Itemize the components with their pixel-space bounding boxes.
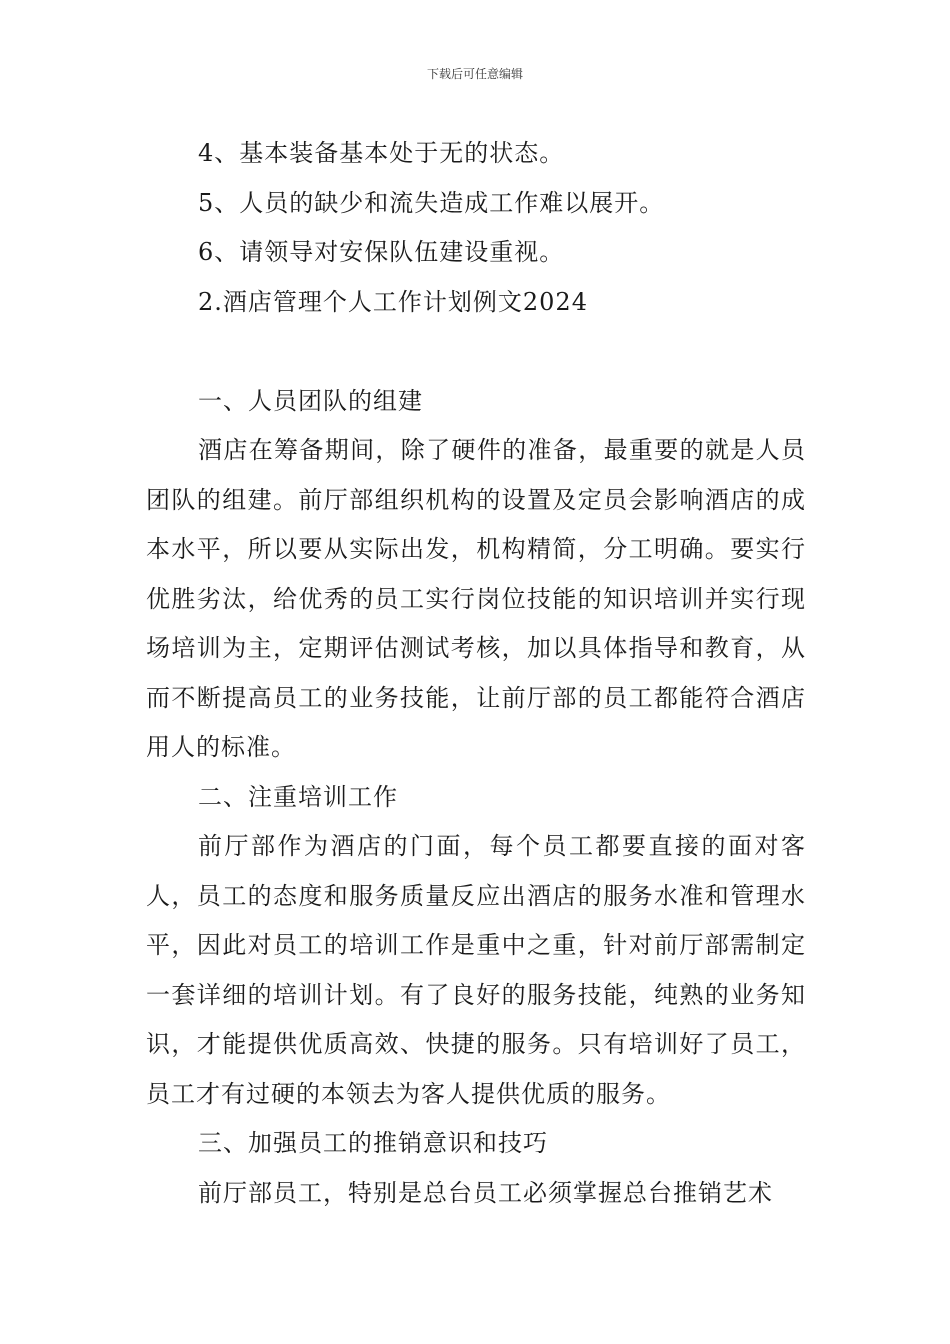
article-title: 2.酒店管理个人工作计划例文2024: [198, 287, 588, 316]
section-heading: 一、人员团队的组建: [198, 386, 423, 415]
list-item: 4、基本装备基本处于无的状态。: [198, 139, 565, 167]
section-heading: 二、注重培训工作: [198, 782, 398, 811]
page-header-note: 下载后可任意编辑: [426, 67, 523, 81]
blank-line: [146, 327, 806, 377]
section-paragraph: 酒店在筹备期间，除了硬件的准备，最重要的就是人员团队的组建。前厅部组织机构的设置及定员会影响酒店的成本水平，所以要从实际出发，机构精简，分工明确。要实行优胜劣汰，给优秀的员工实行岗位技能的知识培训并实行现场培训为主，定期评估测试考核，加以具体指导和教育，从而不断提高员工的业务技能，让前厅部的员工都能符合酒店用人的标准。: [146, 436, 806, 761]
section-heading: 三、加强员工的推销意识和技巧: [198, 1129, 548, 1157]
list-item: 6、请领导对安保队伍建设重视。: [198, 238, 565, 266]
list-item: 5、人员的缺少和流失造成工作难以展开。: [198, 188, 665, 217]
document-body: [146, 129, 806, 1218]
section-paragraph: 前厅部作为酒店的门面，每个员工都要直接的面对客人，员工的态度和服务质量反应出酒店的服务水准和管理水平，因此对员工的培训工作是重中之重，针对前厅部需制定一套详细的培训计划。有了良好的服务技能，纯熟的业务知识，才能提供优质高效、快捷的服务。只有培训好了员工，员工才有过硬的本领去为客人提供优质的服务。: [146, 832, 806, 1108]
section-paragraph: 前厅部员工，特别是总台员工必须掌握总台推销艺术: [198, 1178, 773, 1207]
